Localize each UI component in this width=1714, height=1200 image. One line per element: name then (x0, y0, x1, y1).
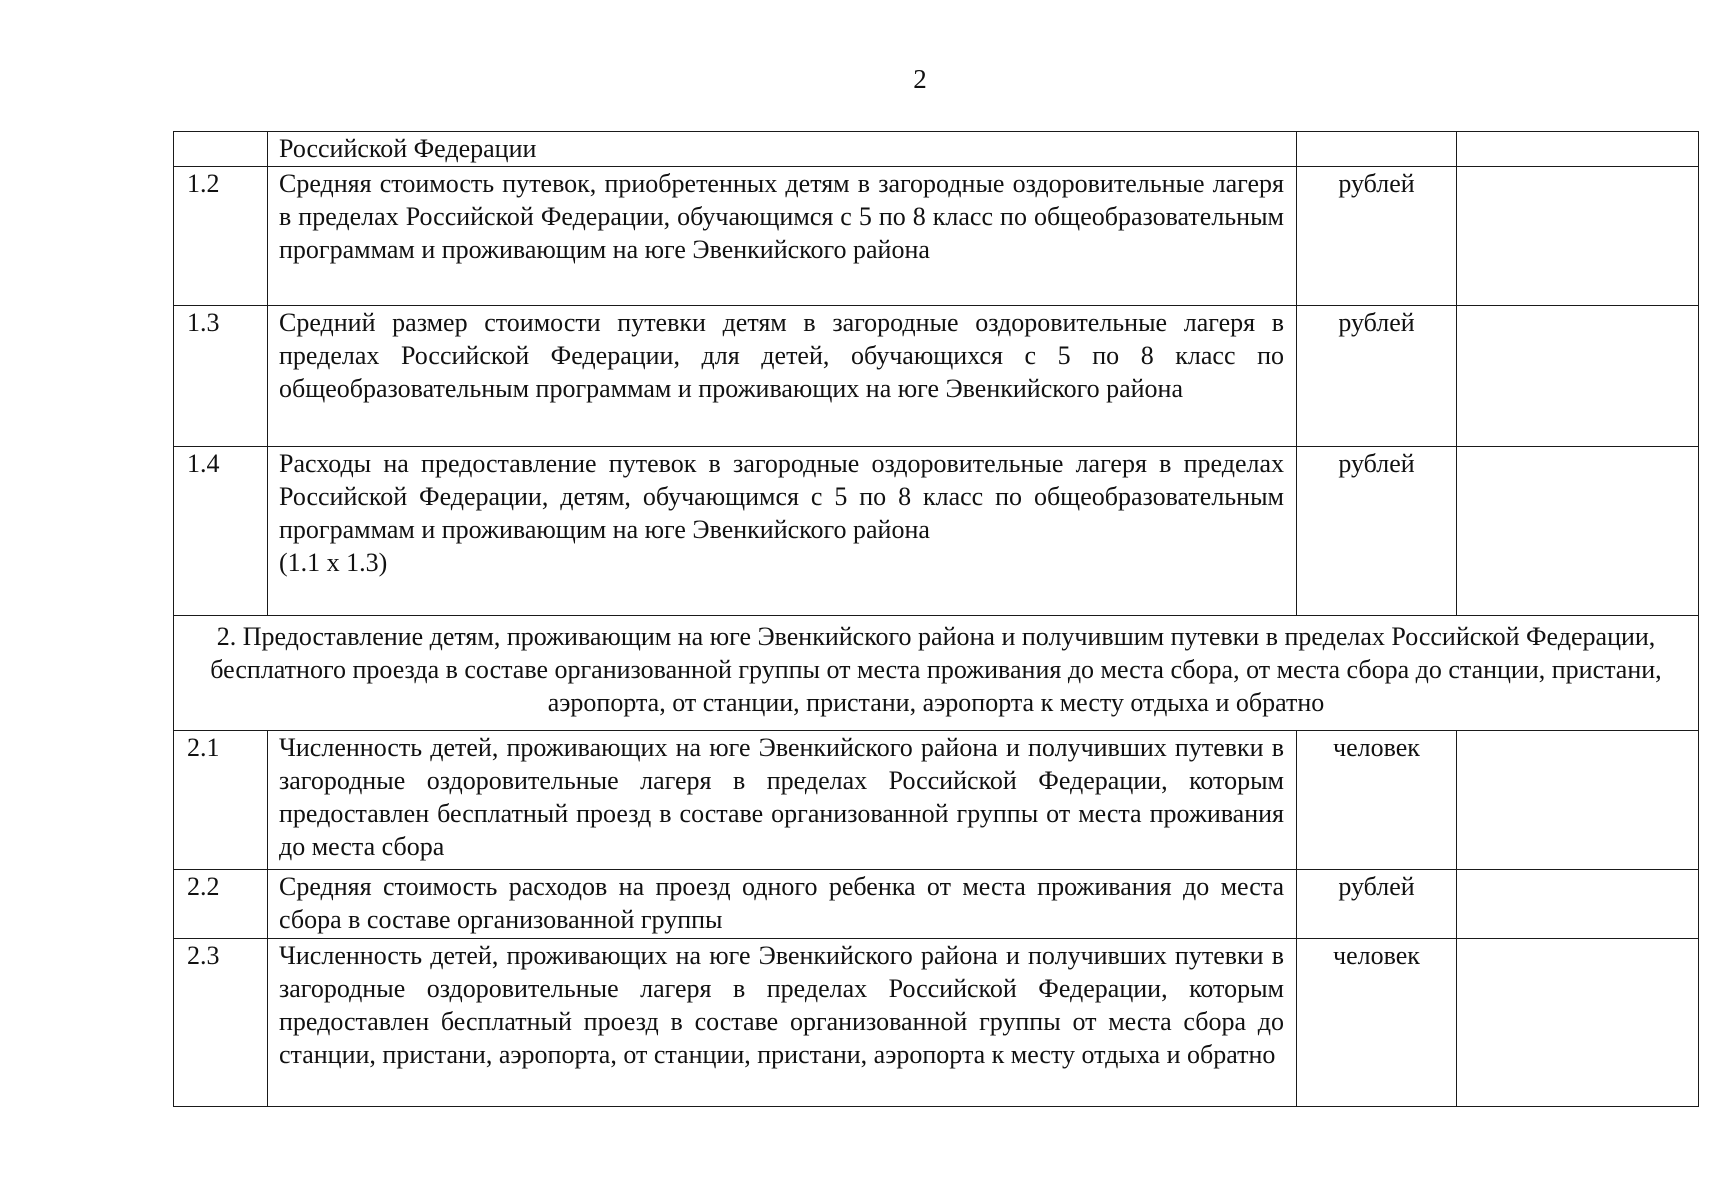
row-value (1457, 132, 1699, 167)
indicators-table (173, 131, 1699, 1107)
row-unit: рублей (1297, 870, 1457, 939)
row-number: 2.1 (174, 731, 268, 870)
section-header-row (174, 616, 1699, 731)
row-value (1457, 447, 1699, 616)
table-row (174, 447, 1699, 616)
row-unit: рублей (1297, 447, 1457, 616)
row-description: Численность детей, проживающих на юге Эвенкийского района и получивших путевки в загородные оздоровительные лагеря в пределах Российской Федерации, которым предоставлен бесплатный проезд в составе организованной группы от места проживания до места сбора (268, 731, 1297, 870)
row-number (174, 132, 268, 167)
row-formula: (1.1 x 1.3) (279, 548, 388, 577)
row-unit: человек (1297, 939, 1457, 1107)
table-row (174, 939, 1699, 1107)
row-number: 2.3 (174, 939, 268, 1107)
row-unit: рублей (1297, 167, 1457, 306)
table-row (174, 132, 1699, 167)
row-unit (1297, 132, 1457, 167)
row-unit: человек (1297, 731, 1457, 870)
row-description-cell (268, 447, 1297, 616)
page-number: 2 (913, 64, 927, 94)
row-number: 2.2 (174, 870, 268, 939)
row-number: 1.4 (174, 447, 268, 616)
row-description: Средний размер стоимости путевки детям в загородные оздоровительные лагеря в пределах Российской Федерации, для детей, обучающихся с 5 по 8 класс по общеобразовательным программам и проживающих на юге Эвенкийского района (268, 306, 1297, 447)
row-description: Расходы на предоставление путевок в загородные оздоровительные лагеря в пределах Российской Федерации, детям, обучающимся с 5 по 8 класс по общеобразовательным программам и проживающим на юге Эвенкийского района (279, 449, 1284, 544)
row-description: Средняя стоимость путевок, приобретенных детям в загородные оздоровительные лагеря в пределах Российской Федерации, обучающимся с 5 по 8 класс по общеобразовательным программам и проживающим на юге Эвенкийского района (268, 167, 1297, 306)
row-value (1457, 870, 1699, 939)
row-value (1457, 731, 1699, 870)
table-row (174, 870, 1699, 939)
row-value (1457, 306, 1699, 447)
table-row (174, 306, 1699, 447)
row-description: Российской Федерации (268, 132, 1297, 167)
table-row (174, 731, 1699, 870)
row-value (1457, 939, 1699, 1107)
row-value (1457, 167, 1699, 306)
row-number: 1.2 (174, 167, 268, 306)
row-description: Средняя стоимость расходов на проезд одного ребенка от места проживания до места сбора в составе организованной группы (268, 870, 1297, 939)
row-description: Численность детей, проживающих на юге Эвенкийского района и получивших путевки в загородные оздоровительные лагеря в пределах Российской Федерации, которым предоставлен бесплатный проезд в составе организованной группы от места сбора до станции, пристани, аэропорта, от станции, пристани, аэропорта к месту отдыха и обратно (268, 939, 1297, 1107)
row-number: 1.3 (174, 306, 268, 447)
section-title: 2. Предоставление детям, проживающим на юге Эвенкийского района и получившим путевки в пределах Российской Федерации, бесплатного проезда в составе организованной группы от места проживания до места сбора, от места сбора до станции, пристани, аэропорта, от станции, пристани, аэропорта к месту отдыха и обратно (174, 616, 1699, 731)
row-unit: рублей (1297, 306, 1457, 447)
table-row (174, 167, 1699, 306)
